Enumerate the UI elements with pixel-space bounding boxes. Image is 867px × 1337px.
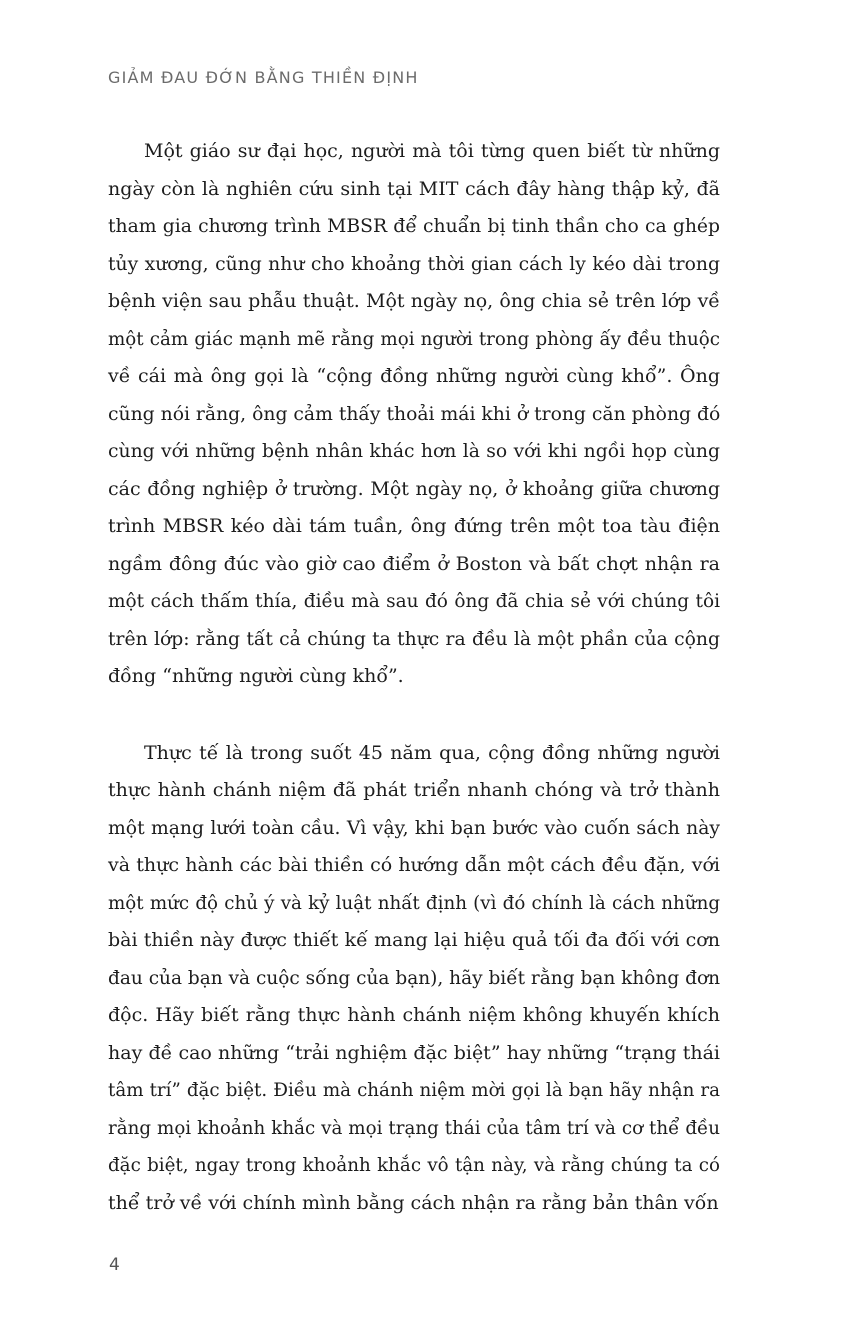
paragraph (108, 133, 720, 696)
text-line: một mạng lưới toàn cầu. Vì vậy, khi bạn bước vào cuốn sách này (108, 817, 720, 839)
text-line: bài thiền này được thiết kế mang lại hiệu quả tối đa đối với cơn (108, 929, 720, 951)
text-line: ngày còn là nghiên cứu sinh tại MIT cách đây hàng thập kỷ, đã (108, 177, 720, 200)
text-line: rằng mọi khoảnh khắc và mọi trạng thái của tâm trí và cơ thể đều (108, 1117, 720, 1139)
text-line: thực hành chánh niệm đã phát triển nhanh chóng và trở thành (108, 779, 720, 801)
body-text (108, 133, 720, 1222)
text-line: bệnh viện sau phẫu thuật. Một ngày nọ, ông chia sẻ trên lớp về (108, 290, 720, 312)
text-line: thể trở về với chính mình bằng cách nhận ra rằng bản thân vốn (108, 1191, 719, 1214)
text-line: đặc biệt, ngay trong khoảnh khắc vô tận này, và rằng chúng ta có (108, 1155, 720, 1176)
text-line: một mức độ chủ ý và kỷ luật nhất định (vì đó chính là cách những (108, 892, 720, 914)
text-line: tham gia chương trình MBSR để chuẩn bị tinh thần cho ca ghép (108, 216, 720, 237)
page-number: 4 (109, 1255, 120, 1275)
text-line: trên lớp: rằng tất cả chúng ta thực ra đều là một phần của cộng (108, 628, 720, 650)
text-line: một cách thấm thía, điều mà sau đó ông đã chia sẻ với chúng tôi (108, 591, 720, 612)
text-line: cùng với những bệnh nhân khác hơn là so với khi ngồi họp cùng (108, 441, 720, 462)
text-line: một cảm giác mạnh mẽ rằng mọi người trong phòng ấy đều thuộc (108, 328, 720, 350)
text-line: Một giáo sư đại học, người mà tôi từng quen biết từ những (144, 140, 720, 162)
text-line: trình MBSR kéo dài tám tuần, ông đứng trên một toa tàu điện (108, 515, 720, 537)
text-line: độc. Hãy biết rằng thực hành chánh niệm không khuyến khích (108, 1004, 720, 1026)
paragraph (108, 735, 720, 1223)
text-line: và thực hành các bài thiền có hướng dẫn một cách đều đặn, với (108, 854, 720, 876)
text-line: về cái mà ông gọi là “cộng đồng những người cùng khổ”. Ông (108, 365, 720, 387)
text-line: đồng “những người cùng khổ”. (108, 665, 404, 687)
text-line: ngầm đông đúc vào giờ cao điểm ở Boston và bất chợt nhận ra (108, 552, 720, 575)
text-line: cũng nói rằng, ông cảm thấy thoải mái khi ở trong căn phòng đó (108, 403, 721, 425)
text-line: tủy xương, cũng như cho khoảng thời gian cách ly kéo dài trong (108, 253, 720, 275)
text-line: đau của bạn và cuộc sống của bạn), hãy biết rằng bạn không đơn (108, 967, 720, 989)
text-line: tâm trí” đặc biệt. Điều mà chánh niệm mời gọi là bạn hãy nhận ra (108, 1080, 720, 1101)
text-line: các đồng nghiệp ở trường. Một ngày nọ, ở khoảng giữa chương (108, 477, 720, 500)
text-line: hay đề cao những “trải nghiệm đặc biệt” hay những “trạng thái (108, 1041, 720, 1064)
running-head: GIẢM ĐAU ĐỚN BẰNG THIỀN ĐỊNH (108, 68, 419, 87)
text-line: Thực tế là trong suốt 45 năm qua, cộng đồng những người (144, 741, 720, 764)
